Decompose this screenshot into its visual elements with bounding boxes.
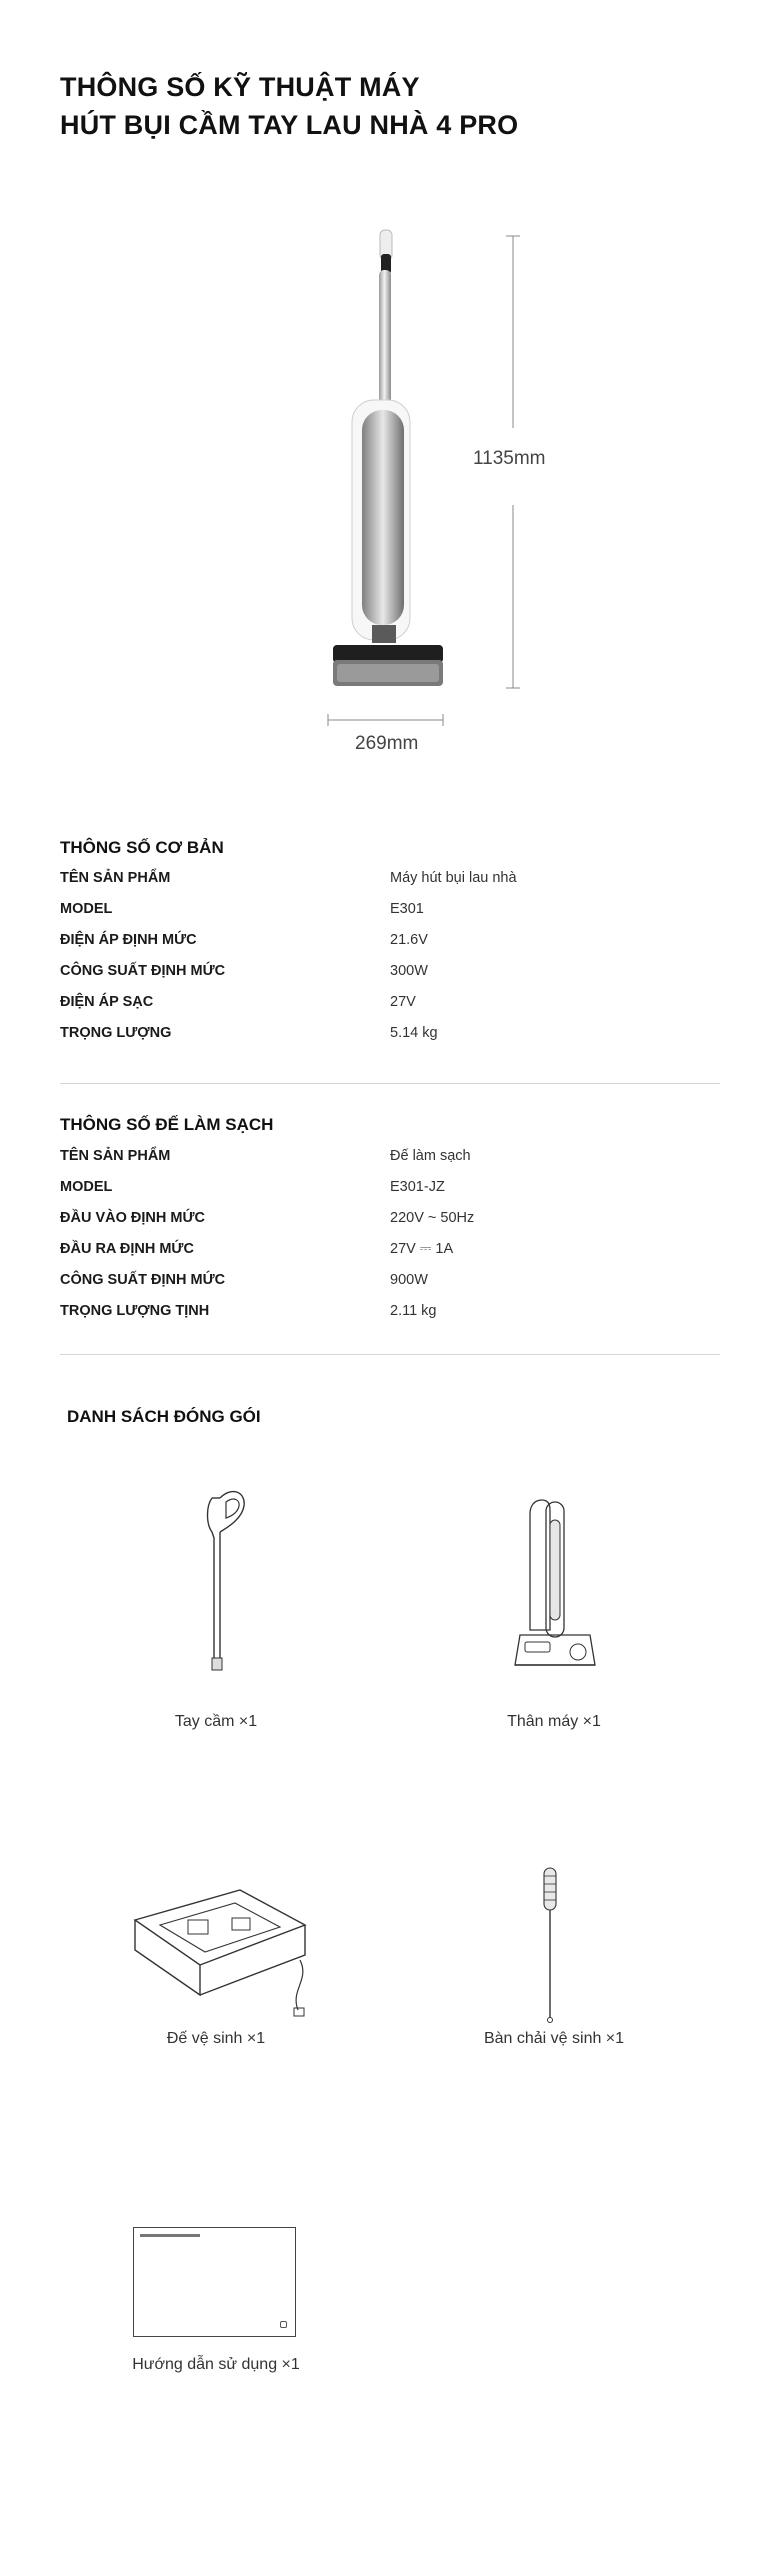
spec-value: 220V ~ 50Hz: [390, 1209, 475, 1226]
spec-value: 900W: [390, 1271, 428, 1288]
spec-key: TÊN SẢN PHẨM: [60, 869, 171, 886]
spec-value: Đế làm sạch: [390, 1147, 471, 1164]
basic-specs-title: THÔNG SỐ CƠ BẢN: [60, 838, 224, 857]
spec-value: 27V ⎓ 1A: [390, 1240, 454, 1257]
spec-key: CÔNG SUẤT ĐỊNH MỨC: [60, 962, 226, 979]
spec-key: CÔNG SUẤT ĐỊNH MỨC: [60, 1271, 226, 1288]
spec-key: ĐIỆN ÁP SẠC: [60, 993, 154, 1010]
base-specs-title: THÔNG SỐ ĐẾ LÀM SẠCH: [60, 1115, 274, 1134]
spec-key: ĐIỆN ÁP ĐỊNH MỨC: [60, 931, 197, 948]
manual-icon: [133, 2227, 296, 2337]
spec-key: MODEL: [60, 900, 113, 917]
spec-key: TÊN SẢN PHẨM: [60, 1147, 171, 1164]
section-divider: [60, 1354, 720, 1355]
cleaning-base-icon: [120, 1870, 320, 2030]
vacuum-body-icon: [480, 1480, 630, 1690]
spec-row: [60, 955, 720, 986]
package-item-label: Đế vệ sinh ×1: [166, 2030, 266, 2047]
spec-value: E301-JZ: [390, 1178, 445, 1195]
section-divider: [60, 1083, 720, 1084]
spec-value: 27V: [390, 993, 416, 1010]
handle-icon: [150, 1480, 290, 1680]
spec-row: [60, 1295, 720, 1326]
spec-row: [60, 1264, 720, 1295]
spec-value: 5.14 kg: [390, 1024, 438, 1041]
page-title-line-2: HÚT BỤI CẦM TAY LAU NHÀ 4 PRO: [60, 110, 519, 140]
page-title-line-1: THÔNG SỐ KỸ THUẬT MÁY: [60, 72, 420, 102]
package-title: DANH SÁCH ĐÓNG GÓI: [67, 1407, 261, 1426]
spec-row: [60, 1171, 720, 1202]
spec-key: TRỌNG LƯỢNG TỊNH: [60, 1302, 210, 1319]
package-item-label: Bàn chải vệ sinh ×1: [483, 2030, 625, 2047]
width-dimension-label: 269mm: [355, 733, 419, 754]
spec-key: ĐẦU RA ĐỊNH MỨC: [60, 1240, 194, 1257]
cleaning-brush-icon: [520, 1860, 580, 2030]
spec-value: 2.11 kg: [390, 1302, 437, 1319]
spec-key: TRỌNG LƯỢNG: [60, 1024, 172, 1041]
spec-row: [60, 1140, 720, 1171]
spec-value: E301: [390, 900, 424, 917]
spec-key: MODEL: [60, 1178, 113, 1195]
spec-row: [60, 986, 720, 1017]
spec-key: ĐẦU VÀO ĐỊNH MỨC: [60, 1209, 205, 1226]
package-item-label: Hướng dẫn sử dụng ×1: [132, 2356, 300, 2373]
height-dimension-label: 1135mm: [473, 448, 546, 469]
spec-value: 300W: [390, 962, 428, 979]
spec-row: [60, 1202, 720, 1233]
vacuum-product-image: [0, 0, 780, 780]
spec-row: [60, 893, 720, 924]
spec-value: 21.6V: [390, 931, 428, 948]
package-item-label: Thân máy ×1: [507, 1713, 601, 1730]
spec-value: Máy hút bụi lau nhà: [390, 869, 517, 886]
spec-row: [60, 924, 720, 955]
package-item-label: Tay cầm ×1: [174, 1713, 258, 1730]
spec-row: [60, 1017, 720, 1048]
spec-row: [60, 1233, 720, 1264]
spec-row: [60, 862, 720, 893]
